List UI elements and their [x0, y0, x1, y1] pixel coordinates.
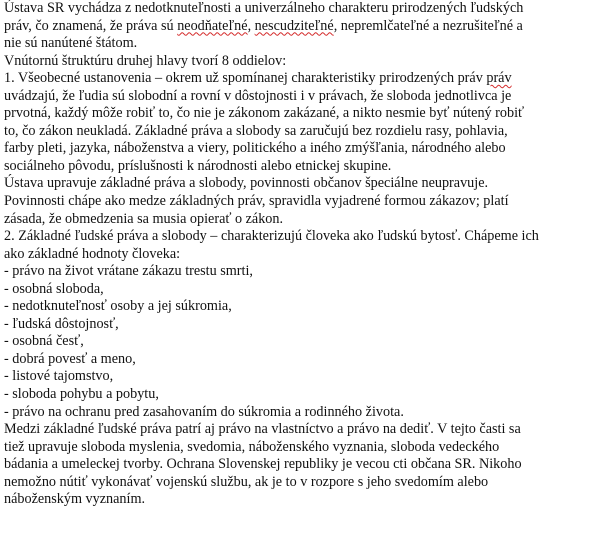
text-line [4, 53, 614, 71]
text-line [4, 193, 614, 211]
text-run: - sloboda pohybu a pobytu, [4, 386, 159, 403]
text-run: tiež upravuje sloboda myslenia, svedomia, náboženského vyznania, sloboda vedeckého [4, 438, 500, 455]
text-line [4, 211, 614, 229]
text-run: Ústava upravuje základné práva a slobody, povinnosti občanov špeciálne neupravuje. [4, 175, 489, 192]
text-line [4, 316, 614, 334]
text-line [4, 474, 614, 492]
text-line [4, 105, 614, 123]
text-line [4, 35, 614, 53]
text-line [4, 18, 614, 36]
spelling-error-word[interactable]: práv [486, 70, 512, 87]
text-run: - dobrá povesť a meno, [4, 350, 136, 367]
text-run: - listové tajomstvo, [4, 368, 114, 385]
text-line [4, 456, 614, 474]
text-run: - právo na život vrátane zákazu trestu smrti, [4, 263, 253, 280]
text-line [4, 140, 614, 158]
text-run: 2. Základné ľudské práva a slobody – charakterizujú človeka ako ľudskú bytosť. Chápeme ich [4, 228, 539, 245]
text-line [4, 228, 614, 246]
text-line [4, 281, 614, 299]
text-line [4, 123, 614, 141]
text-line [4, 333, 614, 351]
text-run: zásada, že obmedzenia sa musia opierať o zákon. [4, 210, 284, 227]
text-line [4, 0, 614, 18]
text-line [4, 298, 614, 316]
text-run: Medzi základné ľudské práva patrí aj právo na vlastníctvo a právo na dediť. V tejto časti sa [4, 421, 521, 438]
text-run: to, čo zákon neukladá. Základné práva a slobody sa zaručujú bez rozdielu rasy, pohlavia, [4, 122, 508, 139]
spelling-error-word[interactable]: neodňateľné [177, 17, 248, 34]
text-run: - nedotknuteľnosť osoby a jej súkromia, [4, 298, 232, 315]
text-run: - osobná česť, [4, 333, 84, 350]
text-run: Ústava SR vychádza z nedotknuteľnosti a univerzálneho charakteru prirodzených ľudských [4, 0, 524, 16]
text-line [4, 491, 614, 509]
text-run: Povinnosti chápe ako medze základných práv, spravidla vyjadrené formou zákazov; platí [4, 193, 509, 210]
text-run: - osobná sloboda, [4, 280, 104, 297]
text-run: nemožno nútiť vykonávať vojenskú službu, ak je to v rozpore s jeho svedomím alebo [4, 473, 489, 490]
text-run: - právo na ochranu pred zasahovaním do súkromia a rodinného života. [4, 403, 404, 420]
text-line [4, 175, 614, 193]
text-run: ako základné hodnoty človeka: [4, 245, 181, 262]
text-run: bádania a umeleckej tvorby. Ochrana Slovenskej republiky je vecou cti občana SR. Nikoho [4, 456, 522, 473]
text-run: - ľudská dôstojnosť, [4, 315, 119, 332]
text-run: náboženským vyznaním. [4, 491, 146, 508]
text-line [4, 158, 614, 176]
text-line [4, 368, 614, 386]
text-line [4, 88, 614, 106]
text-run: 1. Všeobecné ustanovenia – okrem už spomínanej charakteristiky prirodzených práv [4, 70, 487, 87]
text-line [4, 386, 614, 404]
spelling-error-word[interactable]: nescudziteľné [254, 17, 334, 34]
text-line [4, 439, 614, 457]
text-run: práv, čo znamená, že práva sú [4, 17, 178, 34]
text-run: , nepremlčateľné a nezrušiteľné a [333, 17, 523, 34]
text-line [4, 351, 614, 369]
text-run: sociálneho pôvodu, príslušnosti k národnosti alebo etnickej skupine. [4, 157, 392, 174]
text-run: prvotná, každý môže robiť to, čo nie je zákonom zakázané, a nikto nesmie byť nútený robiť [4, 105, 525, 122]
text-line [4, 421, 614, 439]
text-line [4, 70, 614, 88]
text-run: nie sú nanútené štátom. [4, 35, 138, 52]
text-line [4, 404, 614, 422]
text-run: , [247, 17, 255, 34]
text-run: uvádzajú, že ľudia sú slobodní a rovní v dôstojnosti i v právach, že sloboda jednotlivca je [4, 87, 512, 104]
text-run: farby pleti, jazyka, náboženstva a viery, politického a iného zmýšľania, národného alebo [4, 140, 506, 157]
text-run: Vnútornú štruktúru druhej hlavy tvorí 8 oddielov: [4, 52, 287, 69]
text-line [4, 246, 614, 264]
text-line [4, 263, 614, 281]
